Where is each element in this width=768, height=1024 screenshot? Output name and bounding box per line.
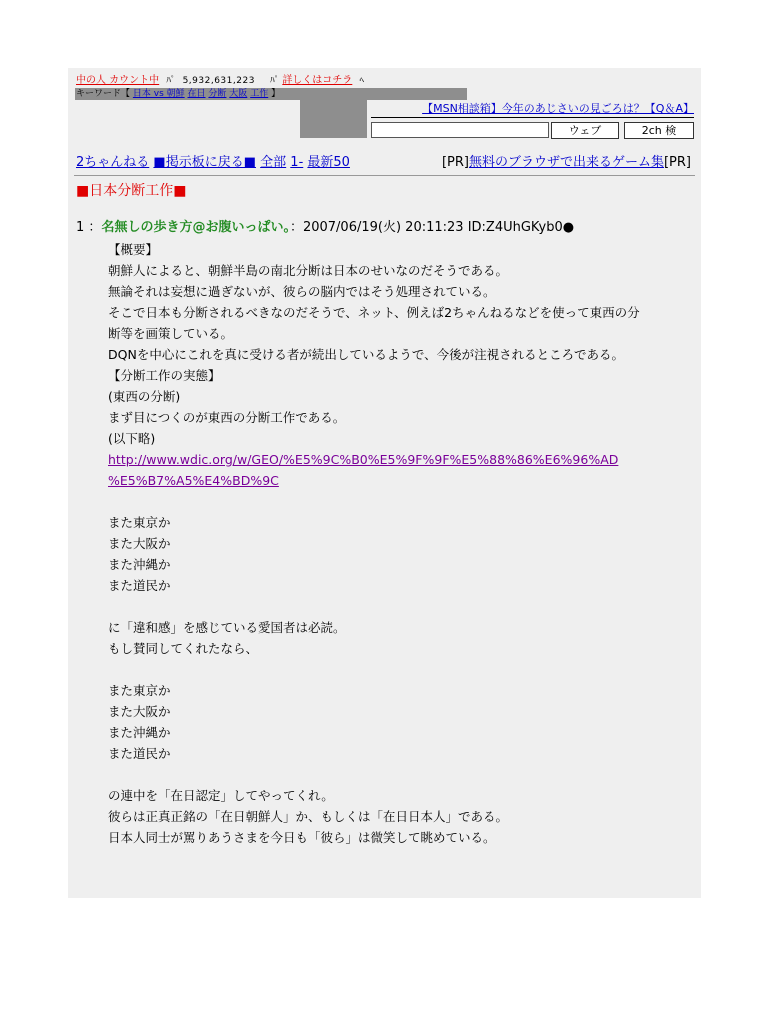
post-line: また大阪か	[108, 536, 171, 551]
person-icon: ﾊﾟ	[270, 76, 280, 86]
post-line: また東京か	[108, 683, 171, 698]
keyword-link[interactable]: 日本 vs 朝鮮	[132, 89, 185, 99]
blank-line	[108, 491, 698, 512]
post-separator: ：	[289, 220, 303, 235]
post-line: また沖縄か	[108, 725, 171, 740]
ad-placeholder	[300, 100, 367, 138]
range-link[interactable]: 1-	[290, 155, 304, 170]
mascot-icon: ﾍ	[359, 76, 365, 86]
post-separator: ：	[88, 220, 102, 235]
post-line: また沖縄か	[108, 557, 171, 572]
msn-link[interactable]: 【MSN相談箱】今年のあじさいの見ごろは？【Q＆A】	[371, 101, 694, 118]
person-icon: ﾊﾟ	[166, 76, 176, 86]
wdic-link-cont[interactable]: %E5%B7%A5%E4%BD%9C	[108, 473, 279, 488]
post-line: 日本人同士が罵りあうさまを今日も「彼ら」は微笑して眺めている。	[108, 830, 496, 845]
keyword-link[interactable]: 大阪	[229, 89, 248, 99]
post-line: (東西の分断)	[108, 389, 181, 404]
post-line: また東京か	[108, 515, 171, 530]
blank-line	[108, 596, 698, 617]
keyword-end: 】	[271, 89, 281, 99]
post-body	[108, 239, 698, 848]
pr-banner	[442, 154, 691, 172]
post-line: 【概要】	[108, 242, 159, 257]
keyword-label: キーワード【	[76, 89, 131, 99]
post-line: DQNを中心にこれを真に受ける者が続出しているようで、今後が注視されるところである。	[108, 347, 624, 362]
page-container	[68, 68, 701, 898]
keyword-link[interactable]: 工作	[250, 89, 269, 99]
counter-detail-link[interactable]: 詳しくはコチラ	[282, 75, 353, 86]
post-line: また道民か	[108, 578, 171, 593]
keyword-link[interactable]: 分断	[208, 89, 227, 99]
wdic-link[interactable]: http://www.wdic.org/w/GEO/%E5%9C%B0%E5%9F%9F%E5%88%86%E6%96%AD	[108, 452, 619, 467]
post-line: (以下略)	[108, 431, 156, 446]
latest-50-link[interactable]: 最新50	[307, 155, 350, 170]
post-meta: 2007/06/19(火) 20:11:23 ID:Z4UhGKyb0●	[302, 220, 575, 235]
wdic-link-line	[108, 449, 698, 470]
post-line: の連中を「在日認定」してやってくれ。	[108, 788, 334, 803]
counter-label[interactable]: 中の人 カウント中	[76, 75, 160, 86]
post-number[interactable]: 1	[76, 220, 85, 235]
blank-line	[108, 659, 698, 680]
search-input[interactable]	[371, 122, 549, 138]
post-line: 断等を画策している。	[108, 326, 234, 341]
back-to-board-link[interactable]: ■掲示板に戻る■	[153, 155, 256, 170]
board-home-link[interactable]: 2ちゃんねる	[76, 155, 150, 170]
post-line: まず目につくのが東西の分断工作である。	[108, 410, 346, 425]
post-line: 無論それは妄想に過ぎないが、彼らの脳内ではそう処理されている。	[108, 284, 496, 299]
divider	[74, 175, 695, 176]
keyword-link[interactable]: 在日	[187, 89, 206, 99]
post-line: に「違和感」を感じている愛国者は必読。	[108, 620, 346, 635]
post-line: また道民か	[108, 746, 171, 761]
pr-suffix: [PR]	[663, 155, 691, 170]
keyword-bar	[75, 88, 467, 100]
post-line: また大阪か	[108, 704, 171, 719]
post-line: そこで日本も分断されるべきなのだそうで、ネット、例えば2ちゃんねるなどを使って東西の分	[108, 305, 640, 320]
post-line: 彼らは正真正銘の「在日朝鮮人」か、もしくは「在日日本人」である。	[108, 809, 509, 824]
counter-bar	[76, 74, 364, 88]
wdic-link-line	[108, 470, 698, 491]
thread-nav	[76, 154, 691, 172]
thread-title: ■日本分断工作■	[76, 183, 187, 199]
pr-link[interactable]: 無料のブラウザで出来るゲーム集	[468, 155, 664, 170]
post-line: もし賛同してくれたなら、	[108, 641, 259, 656]
post-line: 朝鮮人によると、朝鮮半島の南北分断は日本のせいなのだそうである。	[108, 263, 509, 278]
pr-prefix: [PR]	[441, 155, 469, 170]
post-line: 【分断工作の実態】	[108, 368, 221, 383]
counter-value: 5,932,631,223	[182, 76, 255, 86]
all-posts-link[interactable]: 全部	[260, 155, 287, 170]
blank-line	[108, 764, 698, 785]
2ch-search-button[interactable]: 2ch 検	[624, 122, 694, 139]
post-author: 名無しの歩き方@お腹いっぱい。	[101, 220, 290, 235]
web-search-button[interactable]: ウェブ	[551, 122, 619, 139]
post-header	[76, 218, 574, 238]
